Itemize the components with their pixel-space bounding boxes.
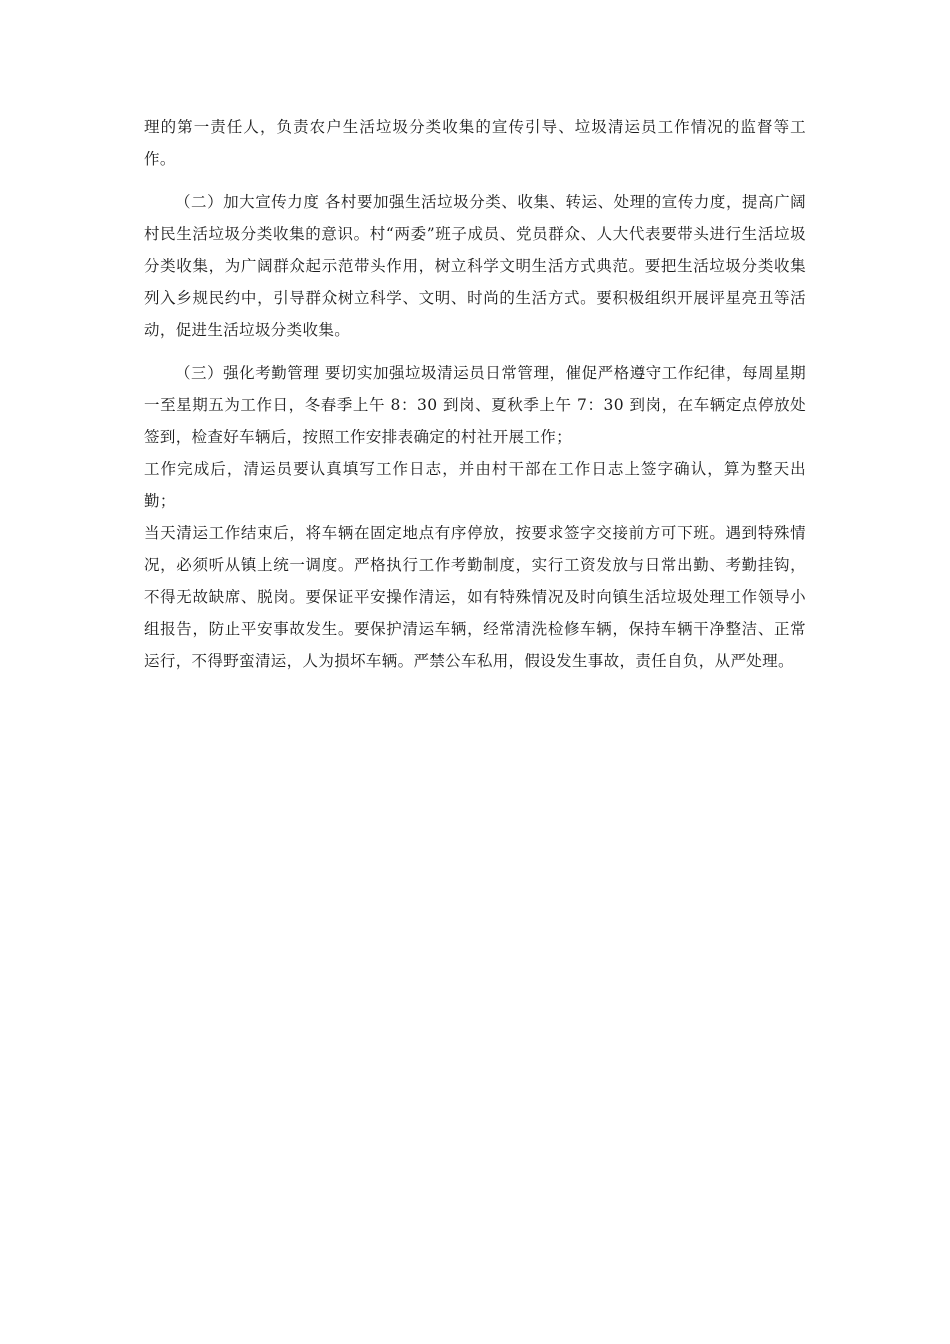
paragraph-attendance: （三）强化考勤管理 要切实加强垃圾清运员日常管理，催促严格遵守工作纪律，每周星期一至星期五为工作日，冬春季上午 8：30 到岗、夏秋季上午 7：30 到岗，在车辆定点停放处签到，检查好车辆后，按照工作安排表确定的村社开展工作； xyxy=(144,364,806,446)
document-body xyxy=(144,111,806,677)
paragraph-end-of-day: 当天清运工作结束后，将车辆在固定地点有序停放，按要求签字交接前方可下班。遇到特殊情况，必须听从镇上统一调度。严格执行工作考勤制度，实行工资发放与日常出勤、考勤挂钩，不得无故缺席、脱岗。要保证平安操作清运，如有特殊情况及时向镇生活垃圾处理工作领导小组报告，防止平安事故发生。要保护清运车辆，经常清洗检修车辆，保持车辆干净整洁、正常运行，不得野蛮清运，人为损坏车辆。严禁公车私用，假设发生事故，责任自负，从严处理。 xyxy=(144,524,806,670)
paragraph-continued: 理的第一责任人，负责农户生活垃圾分类收集的宣传引导、垃圾清运员工作情况的监督等工作。 xyxy=(144,118,806,168)
paragraph-publicity: （二）加大宣传力度 各村要加强生活垃圾分类、收集、转运、处理的宣传力度，提高广阔村民生活垃圾分类收集的意识。村“两委”班子成员、党员群众、人大代表要带头进行生活垃圾分类收集，为广阔群众起示范带头作用，树立科学文明生活方式典范。要把生活垃圾分类收集列入乡规民约中，引导群众树立科学、文明、时尚的生活方式。要积极组织开展评星亮丑等活动，促进生活垃圾分类收集。 xyxy=(144,193,806,339)
paragraph-work-log: 工作完成后，清运员要认真填写工作日志，并由村干部在工作日志上签字确认，算为整天出勤； xyxy=(144,460,806,510)
